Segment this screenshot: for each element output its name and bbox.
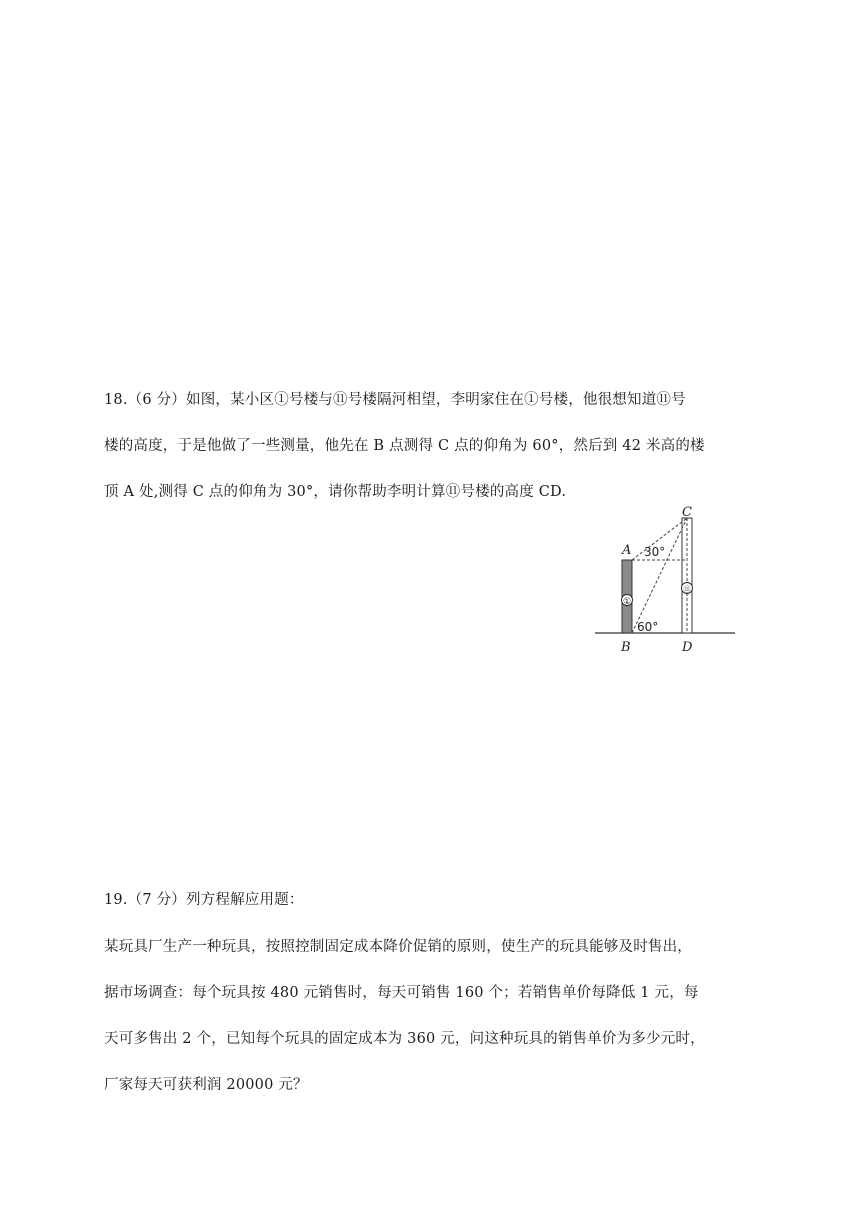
building-1-mark: ① (622, 597, 632, 607)
sight-line-b-c (632, 518, 687, 633)
label-c: C (682, 505, 692, 520)
q19-line-3: 据市场调查：每个玩具按 480 元销售时，每天可销售 160 个；若销售单价每降低 1 元，每 (104, 985, 699, 1001)
label-b: B (621, 640, 631, 655)
q19-line-2: 某玩具厂生产一种玩具，按照控制固定成本降价促销的原则，使生产的玩具能够及时售出， (104, 939, 692, 955)
figure-svg (590, 500, 740, 660)
q18-line-3: 顶 A 处,测得 C 点的仰角为 30°，请你帮助李明计算⑪号楼的高度 CD. (104, 484, 567, 500)
q19-line-4: 天可多售出 2 个，已知每个玩具的固定成本为 360 元，问这种玩具的销售单价为多少元时， (104, 1031, 705, 1047)
q18-line-2: 楼的高度，于是他做了一些测量，他先在 B 点测得 C 点的仰角为 60°，然后到 42 米高的楼 (104, 438, 705, 454)
angle-30-label: 30° (644, 545, 666, 559)
label-d: D (682, 640, 693, 655)
angle-60-label: 60° (637, 620, 659, 634)
building-elevation-figure (590, 500, 740, 660)
q18-line-1: 18.（6 分）如图，某小区①号楼与⑪号楼隔河相望，李明家住在①号楼，他很想知道⑪号 (104, 392, 686, 408)
q19-line-1: 19.（7 分）列方程解应用题： (104, 892, 304, 908)
label-a: A (622, 543, 632, 558)
building-2-mark: ⑪ (683, 585, 691, 594)
q19-line-5: 厂家每天可获利润 20000 元？ (104, 1077, 308, 1093)
